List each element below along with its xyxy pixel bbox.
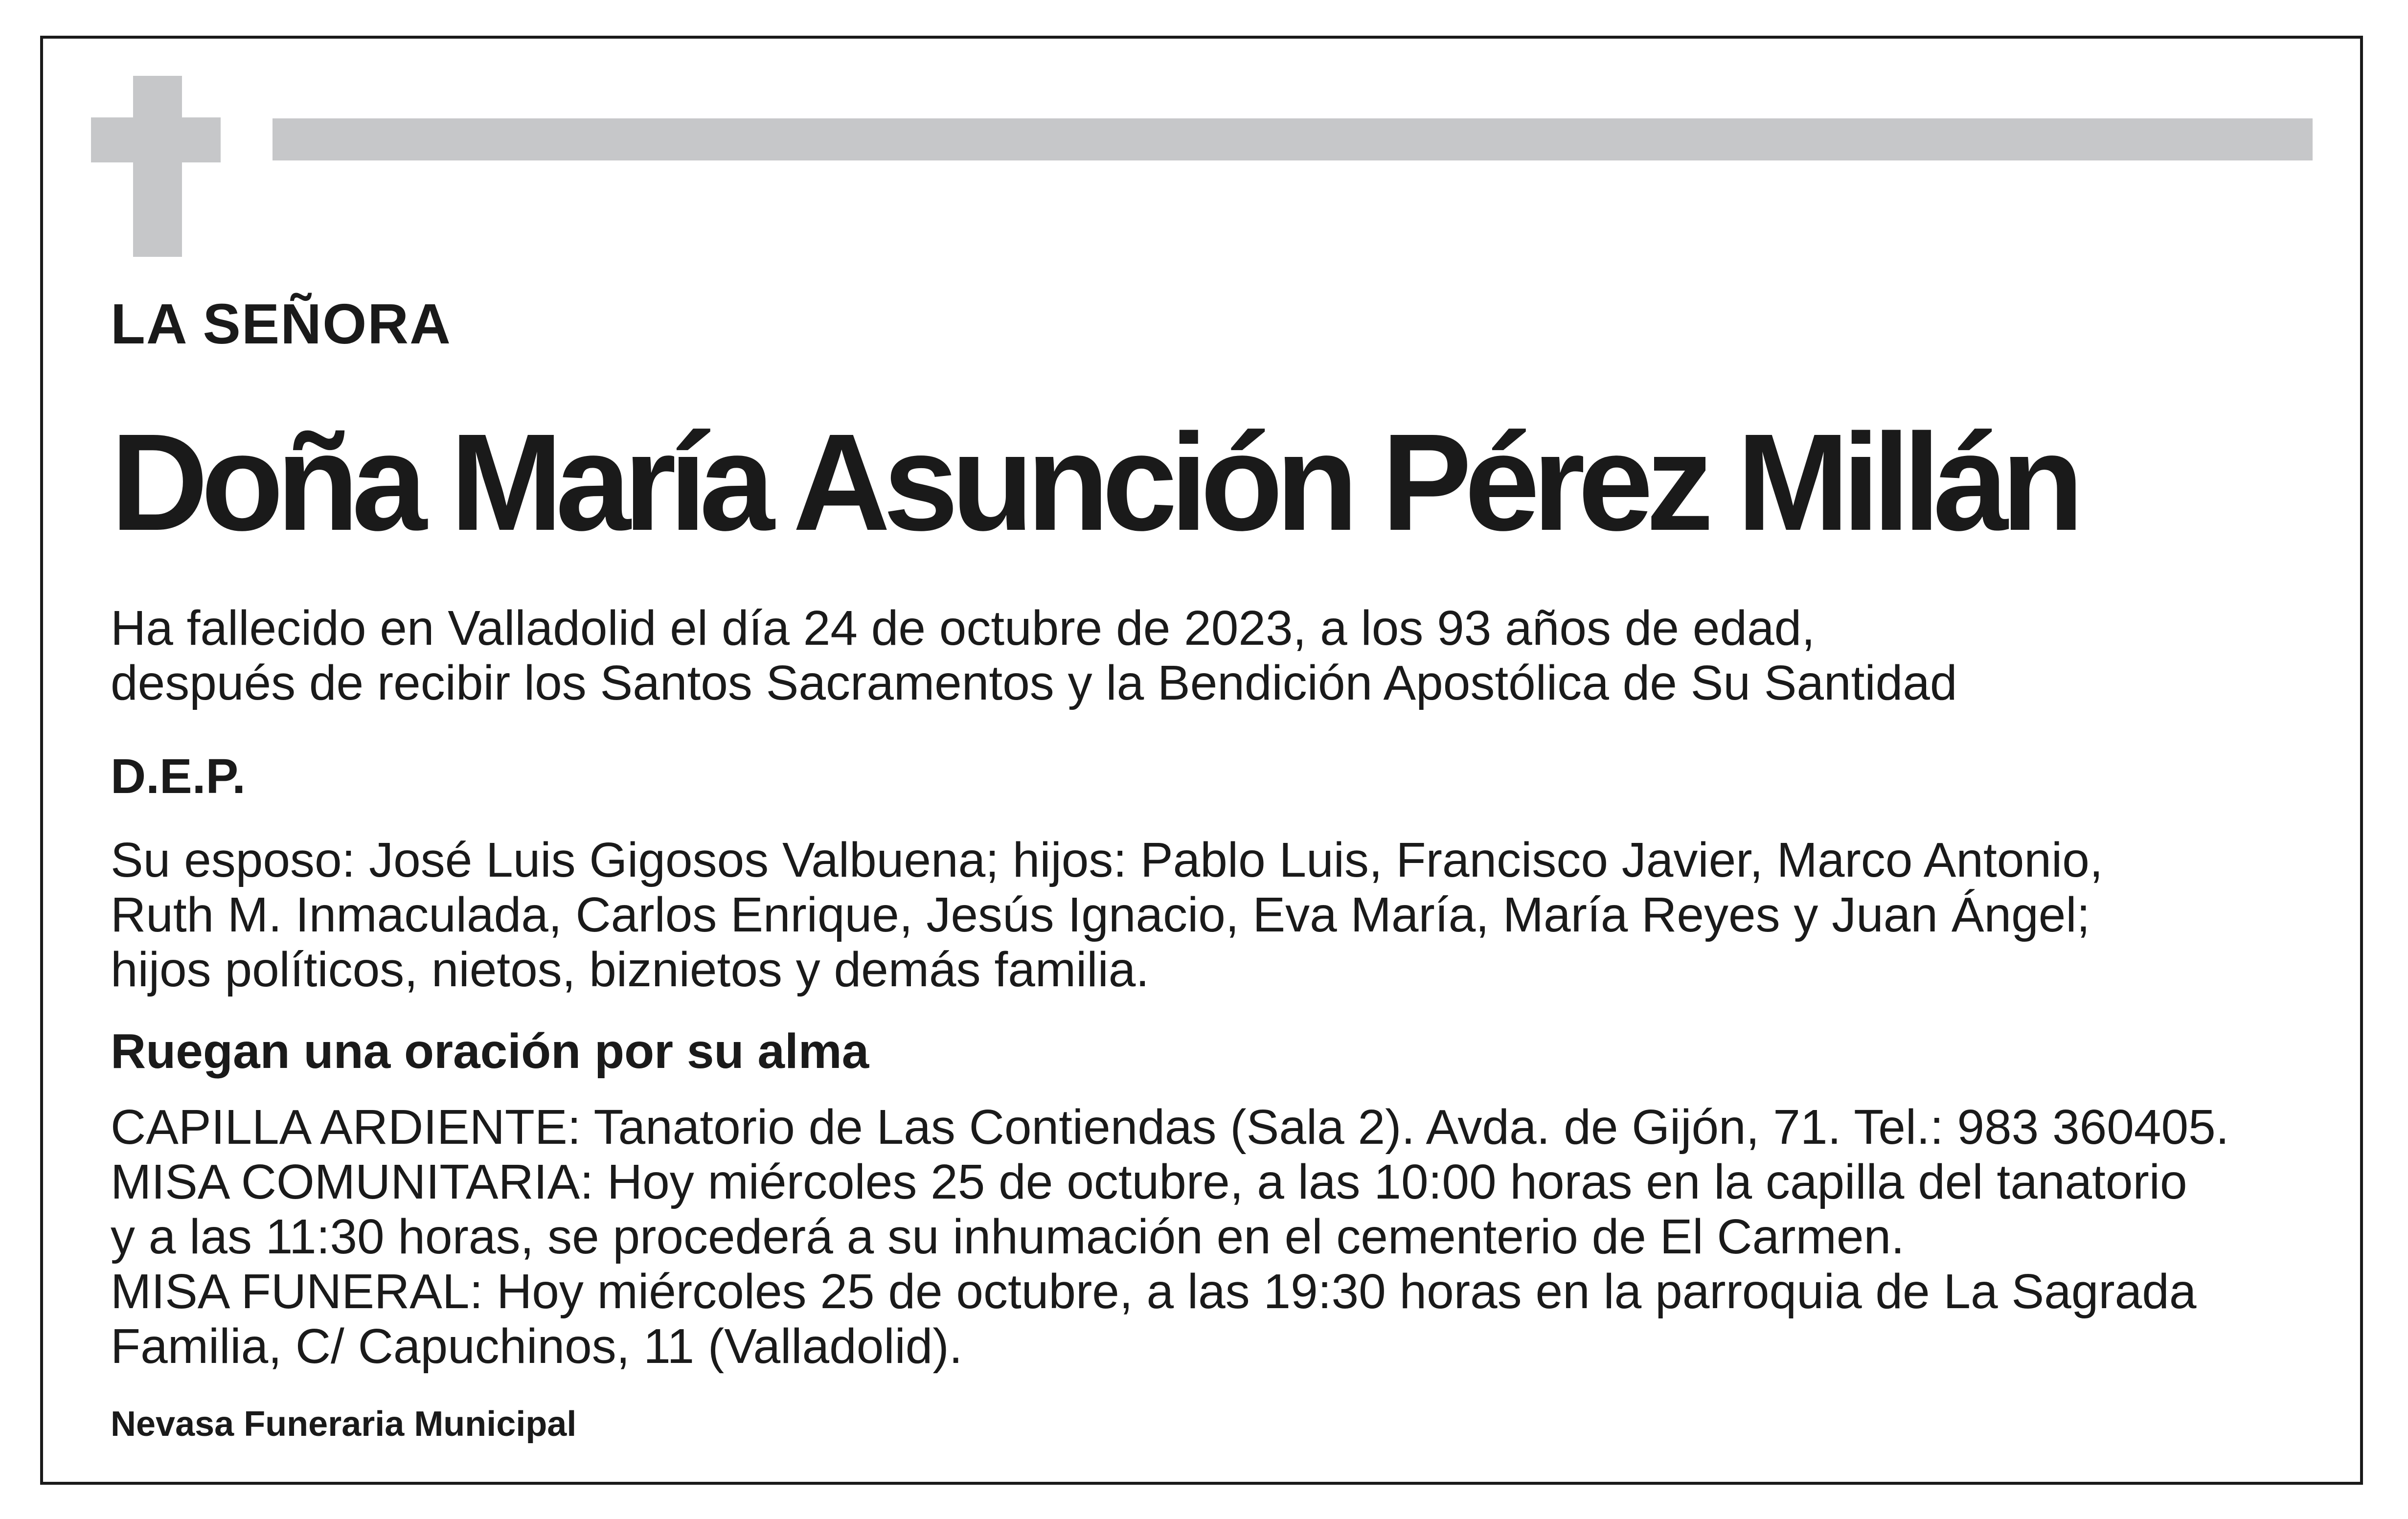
decorative-header-bar (273, 118, 2313, 160)
service-line: CAPILLA ARDIENTE: Tanatorio de Las Contiendas (Sala 2). Avda. de Gijón, 71. Tel.: 983 360405. (111, 1100, 2229, 1155)
title-prefix: LA SEÑORA (111, 292, 452, 356)
rip-text: D.E.P. (111, 749, 246, 804)
family-line: Ruth M. Inmaculada, Carlos Enrique, Jesús Ignacio, Eva María, María Reyes y Juan Ángel; (111, 887, 2090, 942)
service-details (111, 1100, 2229, 1374)
service-line: y a las 11:30 horas, se procederá a su inhumación en el cementerio de El Carmen. (111, 1209, 1905, 1264)
cross-icon (91, 117, 221, 162)
family-line: hijos políticos, nietos, biznietos y demás familia. (111, 942, 1150, 997)
announcement-line: Ha fallecido en Valladolid el día 24 de octubre de 2023, a los 93 años de edad, (111, 601, 1816, 656)
deceased-name: Doña María Asunción Pérez Millán (111, 405, 2077, 559)
service-line: MISA FUNERAL: Hoy miércoles 25 de octubre, a las 19:30 horas en la parroquia de La Sagrada (111, 1264, 2197, 1319)
announcement-line: después de recibir los Santos Sacramentos y la Bendición Apostólica de Su Santidad (111, 656, 1957, 710)
family-members (111, 833, 2103, 997)
funeral-home: Nevasa Funeraria Municipal (111, 1405, 577, 1444)
death-announcement (111, 601, 1957, 710)
service-line: MISA COMUNITARIA: Hoy miércoles 25 de octubre, a las 10:00 horas en la capilla del tanatorio (111, 1155, 2187, 1209)
service-line: Familia, C/ Capuchinos, 11 (Valladolid). (111, 1319, 963, 1374)
cross-icon (133, 76, 182, 257)
prayer-request: Ruegan una oración por su alma (111, 1024, 869, 1079)
family-line: Su esposo: José Luis Gigosos Valbuena; hijos: Pablo Luis, Francisco Javier, Marco Antonio, (111, 833, 2103, 887)
